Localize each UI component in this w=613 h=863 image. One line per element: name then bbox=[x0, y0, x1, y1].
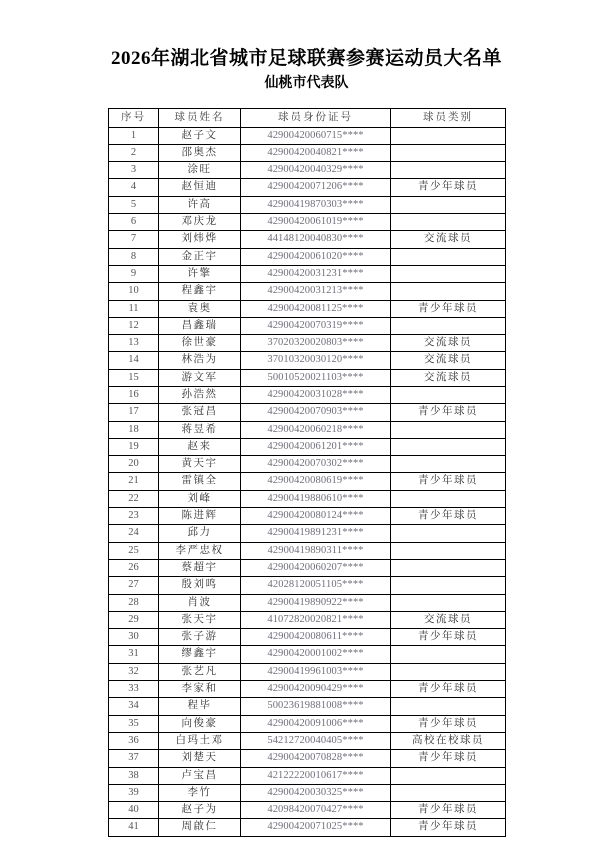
player-category: 高校在校球员 bbox=[391, 732, 506, 749]
table-row bbox=[109, 715, 506, 732]
player-seq: 17 bbox=[109, 404, 159, 421]
player-seq: 23 bbox=[109, 508, 159, 525]
player-id-number: 42900420031028**** bbox=[241, 387, 391, 404]
table-row bbox=[109, 698, 506, 715]
player-id-number: 42900420030325**** bbox=[241, 784, 391, 801]
player-category bbox=[391, 577, 506, 594]
player-category: 青少年球员 bbox=[391, 819, 506, 836]
player-seq: 38 bbox=[109, 767, 159, 784]
player-id-number: 42900420001002**** bbox=[241, 646, 391, 663]
player-name: 张冠昌 bbox=[159, 404, 241, 421]
table-row bbox=[109, 577, 506, 594]
player-name: 李家和 bbox=[159, 681, 241, 698]
player-name: 殷刘鸣 bbox=[159, 577, 241, 594]
player-id-number: 42900420071206**** bbox=[241, 179, 391, 196]
player-seq: 39 bbox=[109, 784, 159, 801]
player-name: 陈进辉 bbox=[159, 508, 241, 525]
player-name: 黄天宇 bbox=[159, 456, 241, 473]
table-row bbox=[109, 542, 506, 559]
player-category: 青少年球员 bbox=[391, 404, 506, 421]
table-row bbox=[109, 525, 506, 542]
player-category bbox=[391, 594, 506, 611]
player-seq: 11 bbox=[109, 300, 159, 317]
table-row bbox=[109, 179, 506, 196]
page-title: 2026年湖北省城市足球联赛参赛运动员大名单 bbox=[110, 48, 502, 69]
player-name: 赵子文 bbox=[159, 127, 241, 144]
player-category bbox=[391, 456, 506, 473]
player-category: 青少年球员 bbox=[391, 473, 506, 490]
player-name: 邓庆龙 bbox=[159, 214, 241, 231]
table-row bbox=[109, 300, 506, 317]
player-id-number: 42900420081125**** bbox=[241, 300, 391, 317]
player-name: 蔡超宇 bbox=[159, 559, 241, 576]
table-row bbox=[109, 438, 506, 455]
player-id-number: 42900420091006**** bbox=[241, 715, 391, 732]
table-header bbox=[109, 108, 506, 127]
player-category bbox=[391, 283, 506, 300]
player-category bbox=[391, 162, 506, 179]
player-category bbox=[391, 144, 506, 161]
player-category: 青少年球员 bbox=[391, 508, 506, 525]
player-name: 肖波 bbox=[159, 594, 241, 611]
player-category bbox=[391, 421, 506, 438]
player-name: 卢宝昌 bbox=[159, 767, 241, 784]
table-row bbox=[109, 802, 506, 819]
player-id-number: 42900420070828**** bbox=[241, 750, 391, 767]
table-row bbox=[109, 611, 506, 628]
player-id-number: 42900420080619**** bbox=[241, 473, 391, 490]
player-category bbox=[391, 438, 506, 455]
player-name: 雷镇全 bbox=[159, 473, 241, 490]
player-seq: 9 bbox=[109, 265, 159, 282]
player-name: 孙浩然 bbox=[159, 387, 241, 404]
player-category bbox=[391, 387, 506, 404]
player-category bbox=[391, 214, 506, 231]
player-seq: 21 bbox=[109, 473, 159, 490]
roster-table-container bbox=[108, 108, 505, 837]
player-category: 青少年球员 bbox=[391, 750, 506, 767]
table-row bbox=[109, 490, 506, 507]
player-name: 袁奥 bbox=[159, 300, 241, 317]
player-category bbox=[391, 784, 506, 801]
player-id-number: 42900420070903**** bbox=[241, 404, 391, 421]
player-name: 徐世豪 bbox=[159, 335, 241, 352]
player-category bbox=[391, 698, 506, 715]
player-seq: 18 bbox=[109, 421, 159, 438]
table-header-row bbox=[109, 108, 506, 127]
player-id-number: 42900420080124**** bbox=[241, 508, 391, 525]
player-category bbox=[391, 196, 506, 213]
player-id-number: 42900419890922**** bbox=[241, 594, 391, 611]
player-seq: 5 bbox=[109, 196, 159, 213]
player-seq: 15 bbox=[109, 369, 159, 386]
player-name: 李竹 bbox=[159, 784, 241, 801]
player-seq: 22 bbox=[109, 490, 159, 507]
player-category: 青少年球员 bbox=[391, 300, 506, 317]
player-category bbox=[391, 265, 506, 282]
player-seq: 29 bbox=[109, 611, 159, 628]
player-id-number: 42900419870303**** bbox=[241, 196, 391, 213]
player-id-number: 42900420070319**** bbox=[241, 317, 391, 334]
column-header-id: 球员身份证号 bbox=[241, 108, 391, 127]
column-header-seq: 序号 bbox=[109, 108, 159, 127]
table-body bbox=[109, 127, 506, 836]
player-name: 林浩为 bbox=[159, 352, 241, 369]
player-seq: 12 bbox=[109, 317, 159, 334]
player-name: 邵奥杰 bbox=[159, 144, 241, 161]
table-row bbox=[109, 144, 506, 161]
table-row bbox=[109, 369, 506, 386]
table-row bbox=[109, 750, 506, 767]
table-row bbox=[109, 767, 506, 784]
table-row bbox=[109, 248, 506, 265]
table-row bbox=[109, 663, 506, 680]
player-id-number: 42900420040329**** bbox=[241, 162, 391, 179]
player-seq: 30 bbox=[109, 629, 159, 646]
table-row bbox=[109, 473, 506, 490]
player-id-number: 50023619881008**** bbox=[241, 698, 391, 715]
player-seq: 28 bbox=[109, 594, 159, 611]
table-row bbox=[109, 196, 506, 213]
table-row bbox=[109, 335, 506, 352]
player-seq: 40 bbox=[109, 802, 159, 819]
table-row bbox=[109, 784, 506, 801]
player-name: 缪鑫宇 bbox=[159, 646, 241, 663]
column-header-name: 球员姓名 bbox=[159, 108, 241, 127]
player-category bbox=[391, 646, 506, 663]
player-seq: 19 bbox=[109, 438, 159, 455]
player-id-number: 42900419961003**** bbox=[241, 663, 391, 680]
player-category: 青少年球员 bbox=[391, 802, 506, 819]
player-category bbox=[391, 525, 506, 542]
player-id-number: 42900420060207**** bbox=[241, 559, 391, 576]
player-category: 交流球员 bbox=[391, 231, 506, 248]
player-id-number: 50010520021103**** bbox=[241, 369, 391, 386]
player-id-number: 54212720040405**** bbox=[241, 732, 391, 749]
table-row bbox=[109, 681, 506, 698]
player-seq: 7 bbox=[109, 231, 159, 248]
player-name: 昌鑫瑞 bbox=[159, 317, 241, 334]
player-category: 青少年球员 bbox=[391, 715, 506, 732]
player-category: 青少年球员 bbox=[391, 179, 506, 196]
player-seq: 36 bbox=[109, 732, 159, 749]
player-id-number: 42900420061201**** bbox=[241, 438, 391, 455]
player-category: 交流球员 bbox=[391, 611, 506, 628]
player-name: 蒋昱希 bbox=[159, 421, 241, 438]
table-row bbox=[109, 387, 506, 404]
player-id-number: 42900420080611**** bbox=[241, 629, 391, 646]
player-category bbox=[391, 559, 506, 576]
player-seq: 4 bbox=[109, 179, 159, 196]
player-seq: 13 bbox=[109, 335, 159, 352]
player-name: 张子游 bbox=[159, 629, 241, 646]
player-id-number: 42900420071025**** bbox=[241, 819, 391, 836]
player-seq: 33 bbox=[109, 681, 159, 698]
player-category bbox=[391, 248, 506, 265]
player-name: 程毕 bbox=[159, 698, 241, 715]
table-row bbox=[109, 127, 506, 144]
player-id-number: 41072820020821**** bbox=[241, 611, 391, 628]
player-name: 赵恒迪 bbox=[159, 179, 241, 196]
player-id-number: 42122220010617**** bbox=[241, 767, 391, 784]
player-seq: 26 bbox=[109, 559, 159, 576]
table-row bbox=[109, 421, 506, 438]
player-id-number: 44148120040830**** bbox=[241, 231, 391, 248]
player-id-number: 37020320020803**** bbox=[241, 335, 391, 352]
player-seq: 41 bbox=[109, 819, 159, 836]
player-category bbox=[391, 542, 506, 559]
player-seq: 14 bbox=[109, 352, 159, 369]
player-seq: 1 bbox=[109, 127, 159, 144]
player-name: 涂旺 bbox=[159, 162, 241, 179]
player-name: 许高 bbox=[159, 196, 241, 213]
player-name: 向俊豪 bbox=[159, 715, 241, 732]
player-category: 青少年球员 bbox=[391, 681, 506, 698]
player-id-number: 42900420031231**** bbox=[241, 265, 391, 282]
player-name: 游文军 bbox=[159, 369, 241, 386]
roster-table bbox=[108, 108, 506, 837]
player-category bbox=[391, 490, 506, 507]
player-id-number: 42028120051105**** bbox=[241, 577, 391, 594]
player-seq: 16 bbox=[109, 387, 159, 404]
table-row bbox=[109, 352, 506, 369]
player-seq: 25 bbox=[109, 542, 159, 559]
player-category: 交流球员 bbox=[391, 352, 506, 369]
table-row bbox=[109, 404, 506, 421]
player-seq: 32 bbox=[109, 663, 159, 680]
player-seq: 6 bbox=[109, 214, 159, 231]
table-row bbox=[109, 231, 506, 248]
player-name: 周啟仁 bbox=[159, 819, 241, 836]
player-id-number: 42900420040821**** bbox=[241, 144, 391, 161]
player-seq: 10 bbox=[109, 283, 159, 300]
table-row bbox=[109, 283, 506, 300]
player-seq: 31 bbox=[109, 646, 159, 663]
table-row bbox=[109, 819, 506, 836]
player-id-number: 37010320030120**** bbox=[241, 352, 391, 369]
player-name: 刘炜烨 bbox=[159, 231, 241, 248]
player-id-number: 42900419890311**** bbox=[241, 542, 391, 559]
page-subtitle: 仙桃市代表队 bbox=[264, 75, 349, 91]
player-id-number: 42900420061019**** bbox=[241, 214, 391, 231]
player-id-number: 42900420070302**** bbox=[241, 456, 391, 473]
table-row bbox=[109, 629, 506, 646]
player-category: 交流球员 bbox=[391, 335, 506, 352]
table-row bbox=[109, 265, 506, 282]
table-row bbox=[109, 317, 506, 334]
player-id-number: 42098420070427**** bbox=[241, 802, 391, 819]
player-name: 许擎 bbox=[159, 265, 241, 282]
player-category: 交流球员 bbox=[391, 369, 506, 386]
table-row bbox=[109, 594, 506, 611]
player-id-number: 42900420061020**** bbox=[241, 248, 391, 265]
player-id-number: 42900420060715**** bbox=[241, 127, 391, 144]
player-name: 白玛土邓 bbox=[159, 732, 241, 749]
player-name: 金正宇 bbox=[159, 248, 241, 265]
player-name: 张天宇 bbox=[159, 611, 241, 628]
player-seq: 34 bbox=[109, 698, 159, 715]
player-id-number: 42900420060218**** bbox=[241, 421, 391, 438]
player-name: 程鑫宇 bbox=[159, 283, 241, 300]
player-name: 刘楚天 bbox=[159, 750, 241, 767]
player-category bbox=[391, 767, 506, 784]
player-category bbox=[391, 317, 506, 334]
table-row bbox=[109, 456, 506, 473]
table-row bbox=[109, 508, 506, 525]
player-id-number: 42900420031213**** bbox=[241, 283, 391, 300]
player-name: 张艺凡 bbox=[159, 663, 241, 680]
table-row bbox=[109, 162, 506, 179]
player-category bbox=[391, 127, 506, 144]
table-row bbox=[109, 214, 506, 231]
player-seq: 20 bbox=[109, 456, 159, 473]
player-seq: 3 bbox=[109, 162, 159, 179]
column-header-cat: 球员类别 bbox=[391, 108, 506, 127]
player-seq: 27 bbox=[109, 577, 159, 594]
player-seq: 37 bbox=[109, 750, 159, 767]
player-seq: 2 bbox=[109, 144, 159, 161]
player-name: 邱力 bbox=[159, 525, 241, 542]
player-id-number: 42900419891231**** bbox=[241, 525, 391, 542]
table-row bbox=[109, 732, 506, 749]
player-seq: 24 bbox=[109, 525, 159, 542]
player-name: 赵来 bbox=[159, 438, 241, 455]
player-seq: 8 bbox=[109, 248, 159, 265]
table-row bbox=[109, 646, 506, 663]
table-row bbox=[109, 559, 506, 576]
player-name: 李严忠权 bbox=[159, 542, 241, 559]
player-name: 刘峰 bbox=[159, 490, 241, 507]
player-name: 赵子为 bbox=[159, 802, 241, 819]
player-category: 青少年球员 bbox=[391, 629, 506, 646]
player-seq: 35 bbox=[109, 715, 159, 732]
player-id-number: 42900419880610**** bbox=[241, 490, 391, 507]
player-category bbox=[391, 663, 506, 680]
player-id-number: 42900420090429**** bbox=[241, 681, 391, 698]
